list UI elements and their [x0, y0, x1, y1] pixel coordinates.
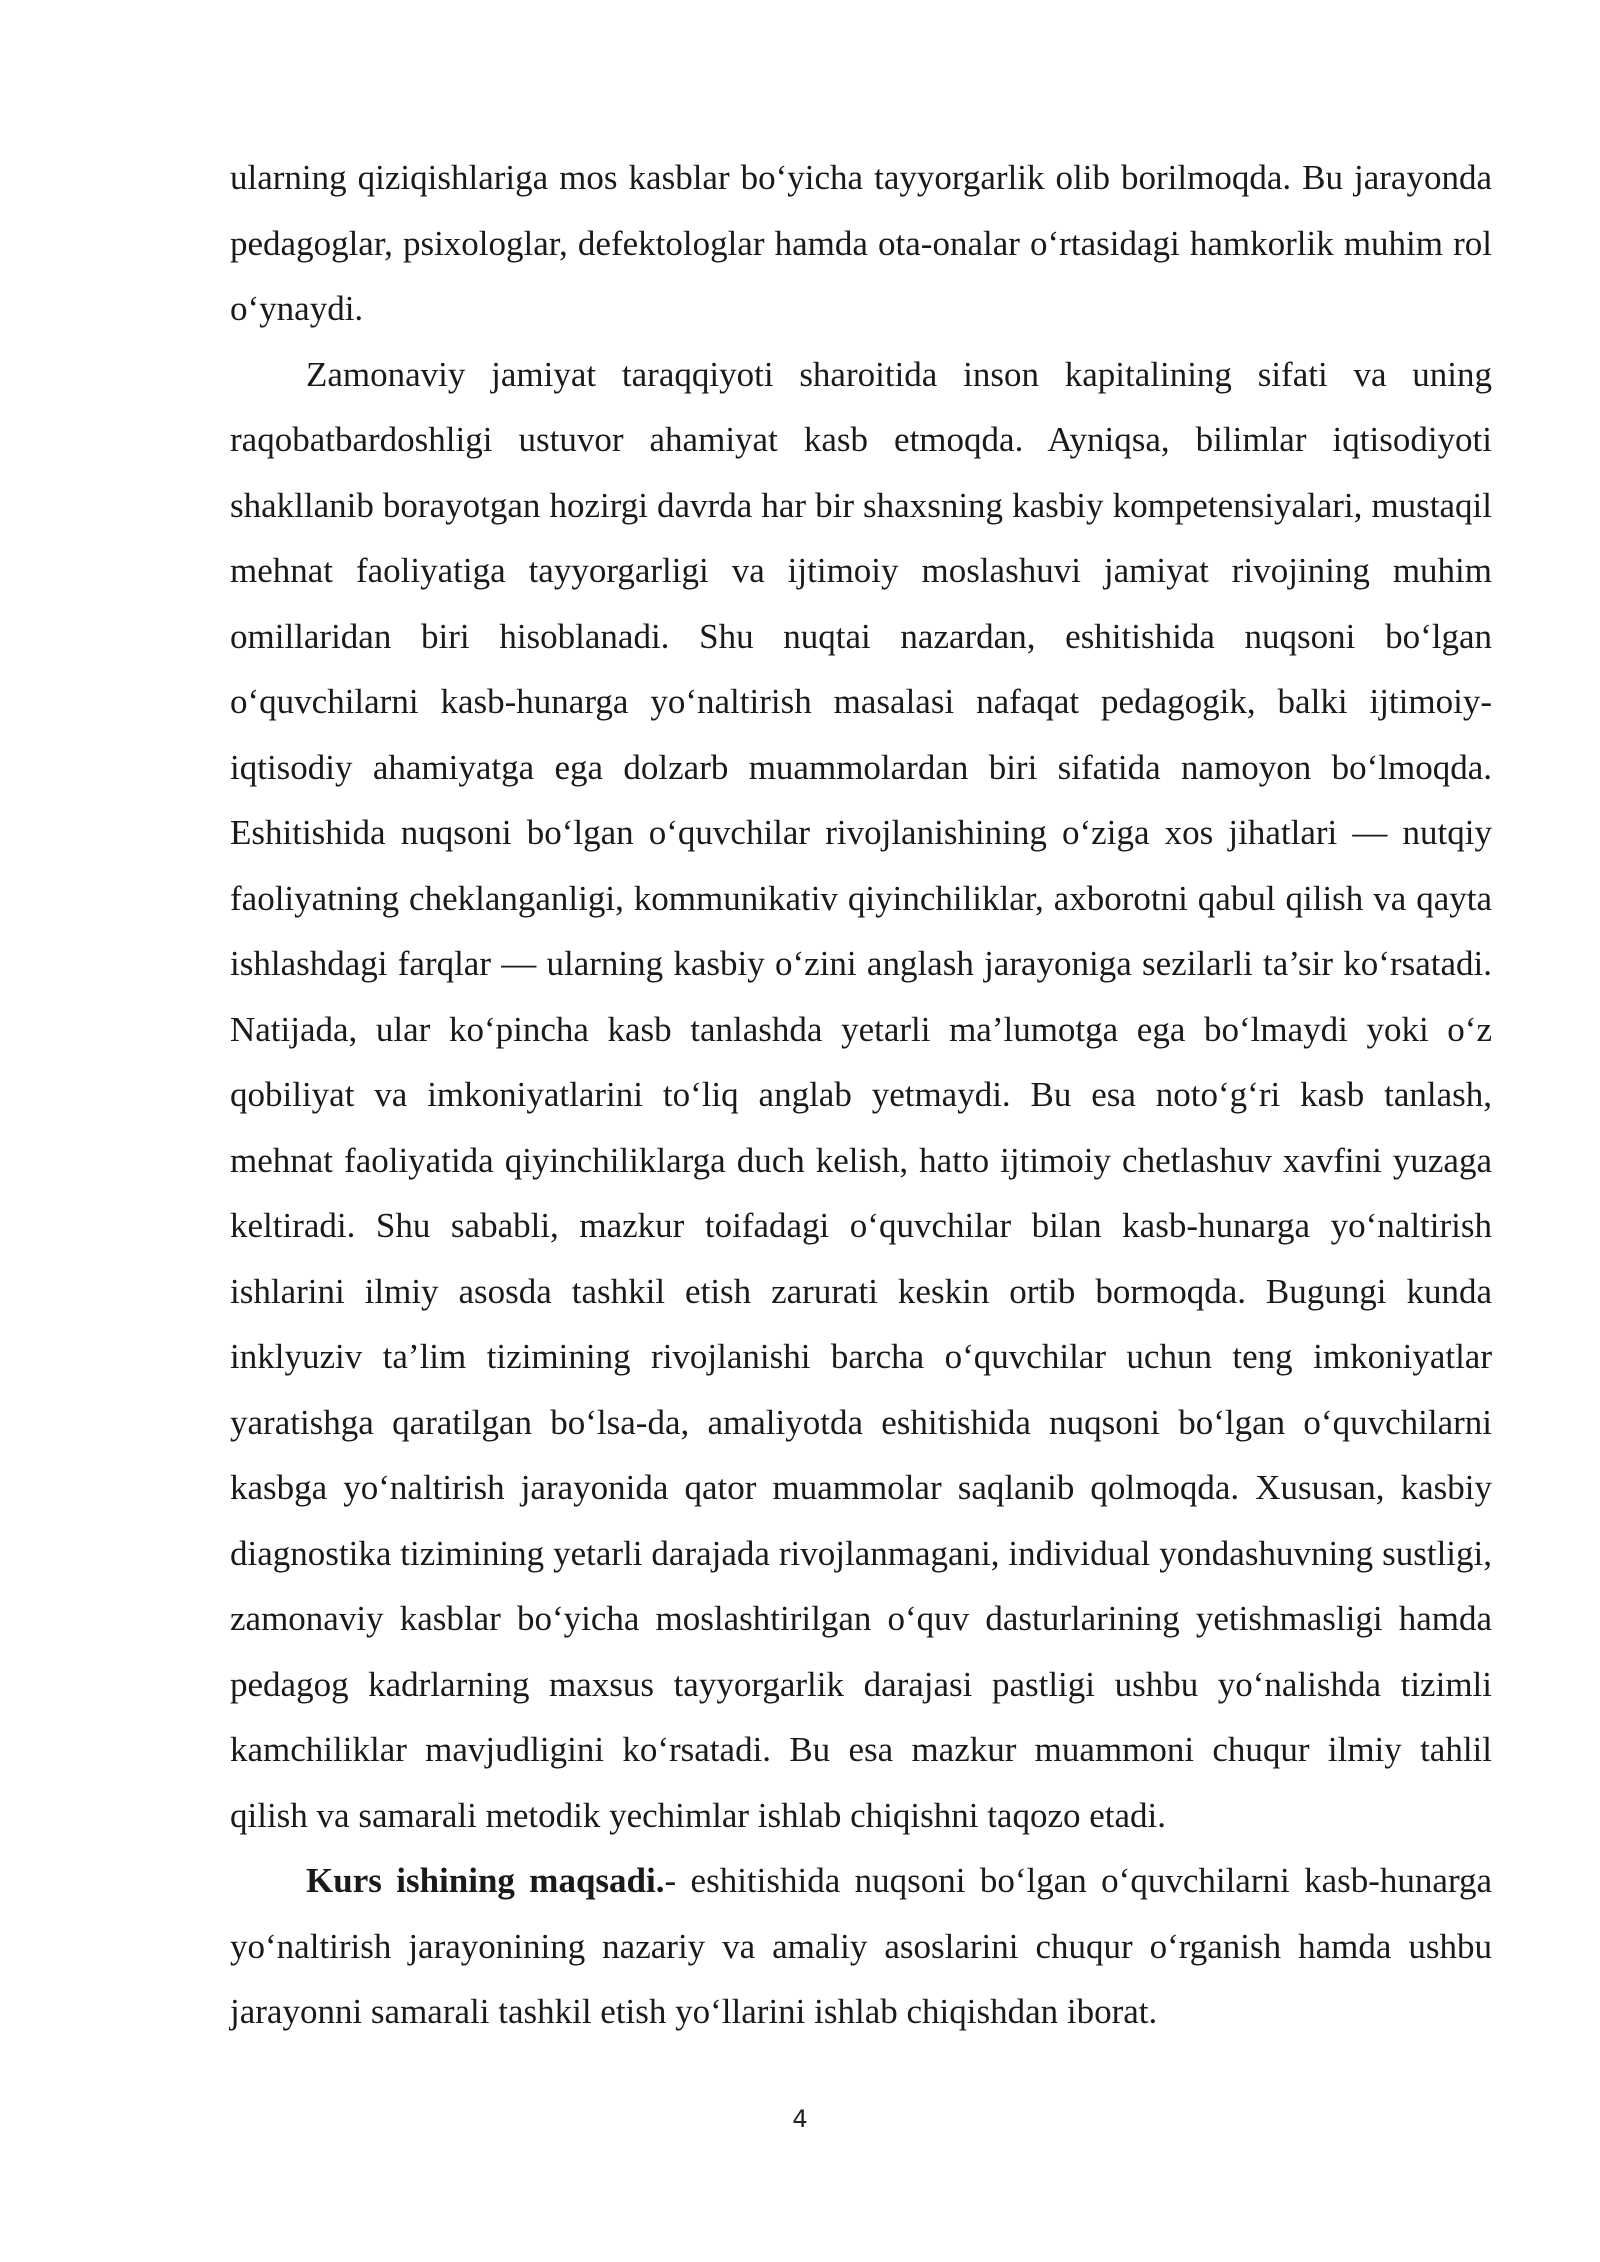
paragraph-continuation: ularning qiziqishlariga mos kasblar bo‘yicha tayyorgarlik olib borilmoqda. Bu jarayonda pedagoglar, psixologlar, defektologlar hamda ota-onalar o‘rtasidagi hamkorlik muhim rol o‘ynaydi.	[230, 158, 1492, 328]
course-goal-text: - eshitishida nuqsoni bo‘lgan o‘quvchilarni kasb-hunarga yo‘naltirish jarayonining nazariy va amaliy asoslarini chuqur o‘rganish hamda ushbu jarayonni samarali tashkil etish yo‘llarini ishlab chiqishdan iborat.	[230, 1861, 1493, 2031]
course-goal-label: Kurs ishining maqsadi.	[306, 1861, 665, 1900]
paragraph-main: Zamonaviy jamiyat taraqqiyoti sharoitida inson kapitalining sifati va uning raqobatbardoshligi ustuvor ahamiyat kasb etmoqda. Ayniqsa, bilimlar iqtisodiyoti shakllanib borayotgan hozirgi davrda har bir shaxsning kasbiy kompetensiyalari, mustaqil mehnat faoliyatiga tayyorgarligi va ijtimoiy moslashuvi jamiyat rivojining muhim omillaridan biri hisoblanadi. Shu nuqtai nazardan, eshitishida nuqsoni bo‘lgan o‘quvchilarni kasb-hunarga yo‘naltirish masalasi nafaqat pedagogik, balki ijtimoiy-iqtisodiy ahamiyatga ega dolzarb muammolardan biri sifatida namoyon bo‘lmoqda. Eshitishida nuqsoni bo‘lgan o‘quvchilar rivojlanishining o‘ziga xos jihatlari — nutqiy faoliyatning cheklanganligi, kommunikativ qiyinchiliklar, axborotni qabul qilish va qayta ishlashdagi farqlar — ularning kasbiy o‘zini anglash jarayoniga sezilarli ta’sir ko‘rsatadi. Natijada, ular ko‘pincha kasb tanlashda yetarli ma’lumotga ega bo‘lmaydi yoki o‘z qobiliyat va imkoniyatlarini to‘liq anglab yetmaydi. Bu esa noto‘g‘ri kasb tanlash, mehnat faoliyatida qiyinchiliklarga duch kelish, hatto ijtimoiy chetlashuv xavfini yuzaga keltiradi. Shu sababli, mazkur toifadagi o‘quvchilar bilan kasb-hunarga yo‘naltirish ishlarini ilmiy asosda tashkil etish zarurati keskin ortib bormoqda. Bugungi kunda inklyuziv ta’lim tizimining rivojlanishi barcha o‘quvchilar uchun teng imkoniyatlar yaratishga qaratilgan bo‘lsa-da, amaliyotda eshitishida nuqsoni bo‘lgan o‘quvchilarni kasbga yo‘naltirish jarayonida qator muammolar saqlanib qolmoqda. Xususan, kasbiy diagnostika tizimining yetarli darajada rivojlanmagani, individual yondashuvning sustligi, zamonaviy kasblar bo‘yicha moslashtirilgan o‘quv dasturlarining yetishmasligi hamda pedagog kadrlarning maxsus tayyorgarlik darajasi pastligi ushbu yo‘nalishda tizimli kamchiliklar mavjudligini ko‘rsatadi. Bu esa mazkur muammoni chuqur ilmiy tahlil qilish va samarali metodik yechimlar ishlab chiqishni taqozo etadi.	[230, 354, 1492, 1835]
paragraph-course-goal	[230, 1848, 1492, 2045]
page-number: 4	[792, 2105, 808, 2133]
document-page	[230, 145, 1492, 2045]
